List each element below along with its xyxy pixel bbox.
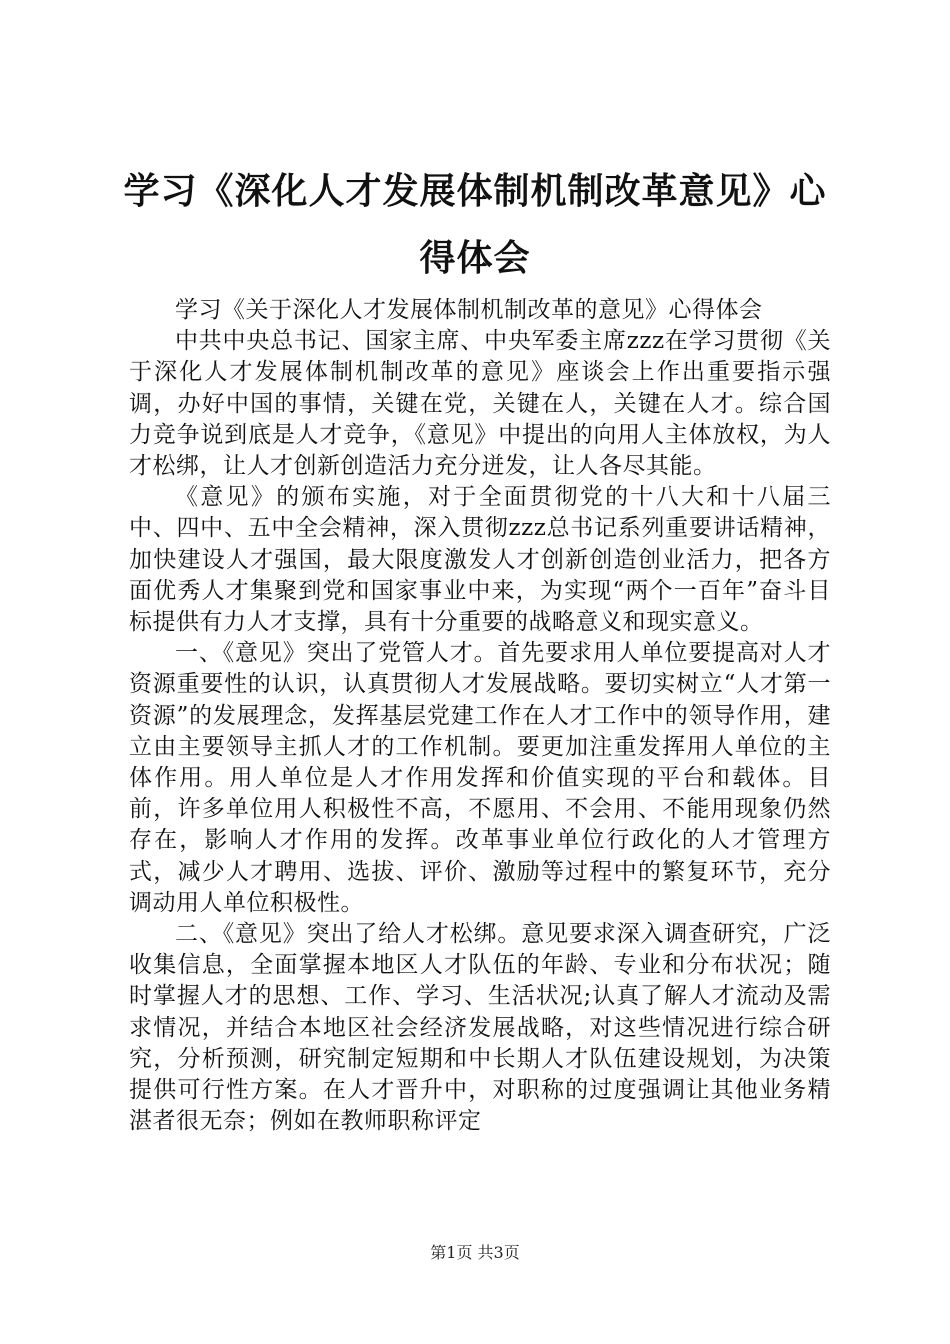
- document-body: [129, 295, 831, 1137]
- document-title: 学习《深化人才发展体制机制改革意见》心得体会: [123, 171, 827, 279]
- paragraph-intro: 中共中央总书记、国家主席、中央军委主席zzz在学习贯彻《关于深化人才发展体制机制改革的意见》座谈会上作出重要指示强调，办好中国的事情，关键在党，关键在人，关键在人才。综合国力竞争说到底是人才竞争，《意见》中提出的向用人主体放权，为人才松绑，让人才创新创造活力充分迸发，让人各尽其能。: [129, 328, 831, 480]
- paragraph-point-one: 一、《意见》突出了党管人才。首先要求用人单位要提高对人才资源重要性的认识，认真贯彻人才发展战略。要切实树立“人才第一资源”的发展理念，发挥基层党建工作在人才工作中的领导作用，建立由主要领导主抓人才的工作机制。要更加注重发挥用人单位的主体作用。用人单位是人才作用发挥和价值实现的平台和载体。目前，许多单位用人积极性不高，不愿用、不会用、不能用现象仍然存在，影响人才作用的发挥。改革事业单位行政化的人才管理方式，减少人才聘用、选拔、评价、激励等过程中的繁复环节，充分调动用人单位积极性。: [129, 640, 831, 916]
- paragraph-point-two: 二、《意见》突出了给人才松绑。意见要求深入调查研究，广泛收集信息，全面掌握本地区人才队伍的年龄、专业和分布状况；随时掌握人才的思想、工作、学习、生活状况;认真了解人才流动及需求情况，并结合本地区社会经济发展战略，对这些情况进行综合研究，分析预测，研究制定短期和中长期人才队伍建设规划，为决策提供可行性方案。在人才晋升中，对职称的过度强调让其他业务精湛者很无奈；例如在教师职称评定: [129, 921, 831, 1135]
- paragraph-subtitle: 学习《关于深化人才发展体制机制改革的意见》心得体会: [175, 297, 763, 323]
- page-footer: 第1页 共3页: [430, 1243, 520, 1262]
- paragraph-significance: 《意见》的颁布实施，对于全面贯彻党的十八大和十八届三中、四中、五中全会精神，深入贯彻zzz总书记系列重要讲话精神，加快建设人才强国，最大限度激发人才创新创造创业活力，把各方面优秀人才集聚到党和国家事业中来，为实现“两个一百年”奋斗目标提供有力人才支撑，具有十分重要的战略意义和现实意义。: [129, 484, 831, 636]
